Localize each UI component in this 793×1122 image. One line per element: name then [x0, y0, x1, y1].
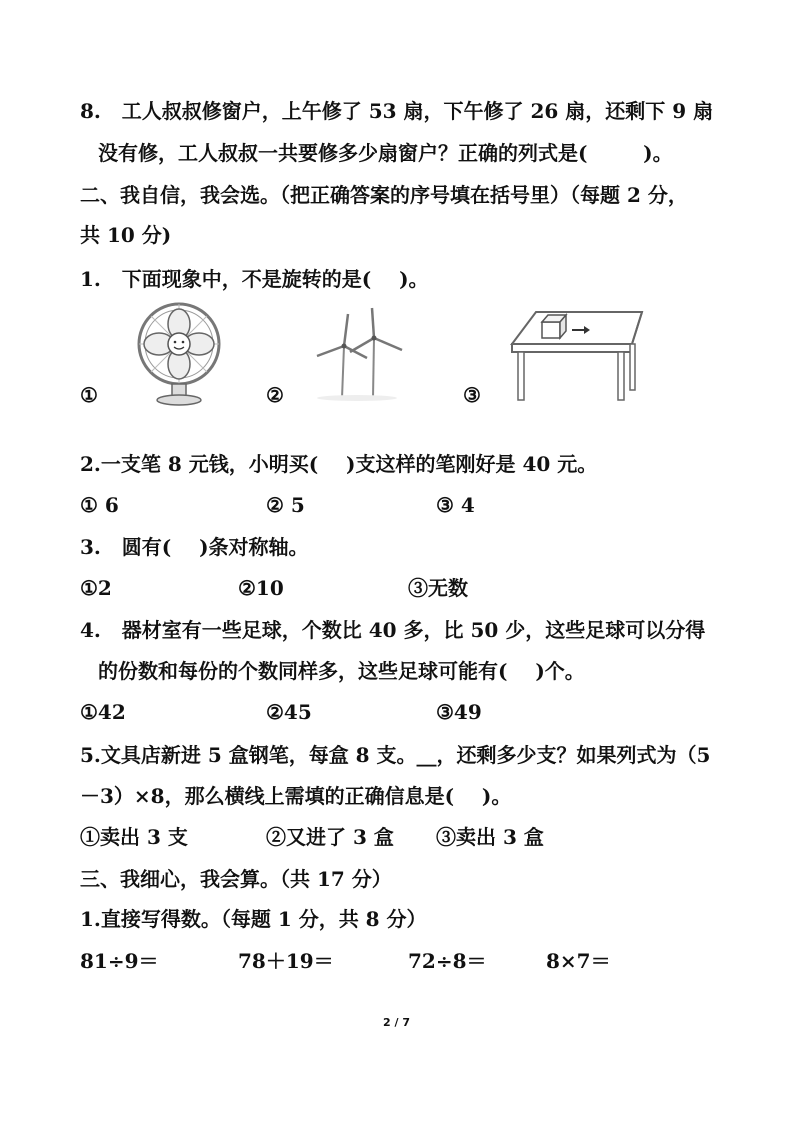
q5-line1: 5.文具店新进 5 盒钢笔，每盒 8 支。__，还剩多少支？如果列式为（5	[80, 743, 711, 767]
q4-line1: 4. 器材室有一些足球，个数比 40 多，比 50 少，这些足球可以分得	[80, 618, 706, 642]
q4-option-3: ③49	[436, 700, 482, 724]
section3-heading: 三、我细心，我会算。（共 17 分）	[80, 867, 392, 891]
section2-heading: 二、我自信，我会选。（把正确答案的序号填在括号里）（每题 2 分，	[80, 183, 688, 207]
q5-option-3: ③卖出 3 盒	[436, 825, 544, 849]
q4-option-1: ①42	[80, 700, 126, 724]
section2-heading-cont: 共 10 分)	[80, 223, 172, 247]
problem-1: 81÷9＝	[80, 949, 159, 973]
q1-option-3: ③	[463, 383, 481, 407]
q3-option-1: ①2	[80, 576, 112, 600]
q4-option-2: ②45	[266, 700, 312, 724]
fan-icon	[124, 300, 234, 410]
q8-line2: 没有修，工人叔叔一共要修多少扇窗户？正确的列式是( )。	[98, 141, 673, 165]
section3-sub1: 1.直接写得数。（每题 1 分，共 8 分）	[80, 907, 427, 931]
q3-option-2: ②10	[238, 576, 284, 600]
q5-line2: －3）×8，那么横线上需填的正确信息是( )。	[80, 784, 512, 808]
q2-option-1: ① 6	[80, 493, 119, 517]
q1-option-2: ②	[266, 383, 284, 407]
q5-option-1: ①卖出 3 支	[80, 825, 188, 849]
q2-option-2: ② 5	[266, 493, 305, 517]
q2-stem: 2.一支笔 8 元钱，小明买( )支这样的笔刚好是 40 元。	[80, 452, 598, 476]
q1-option-1: ①	[80, 383, 98, 407]
q4-line2: 的份数和每份的个数同样多，这些足球可能有( )个。	[98, 659, 585, 683]
q3-stem: 3. 圆有( )条对称轴。	[80, 535, 309, 559]
q8-line1: 8. 工人叔叔修窗户，上午修了 53 扇，下午修了 26 扇，还剩下 9 扇	[80, 99, 714, 123]
q3-option-3: ③无数	[408, 576, 468, 600]
q5-option-2: ②又进了 3 盒	[266, 825, 394, 849]
problem-2: 78＋19＝	[238, 949, 334, 973]
table-box-icon	[506, 302, 646, 402]
problem-3: 72÷8＝	[408, 949, 487, 973]
problem-4: 8×7＝	[546, 949, 611, 973]
page-number: 2 / 7	[383, 1016, 410, 1029]
q1-stem: 1. 下面现象中，不是旋转的是( )。	[80, 267, 429, 291]
q2-option-3: ③ 4	[436, 493, 475, 517]
windmill-icon	[312, 306, 412, 401]
